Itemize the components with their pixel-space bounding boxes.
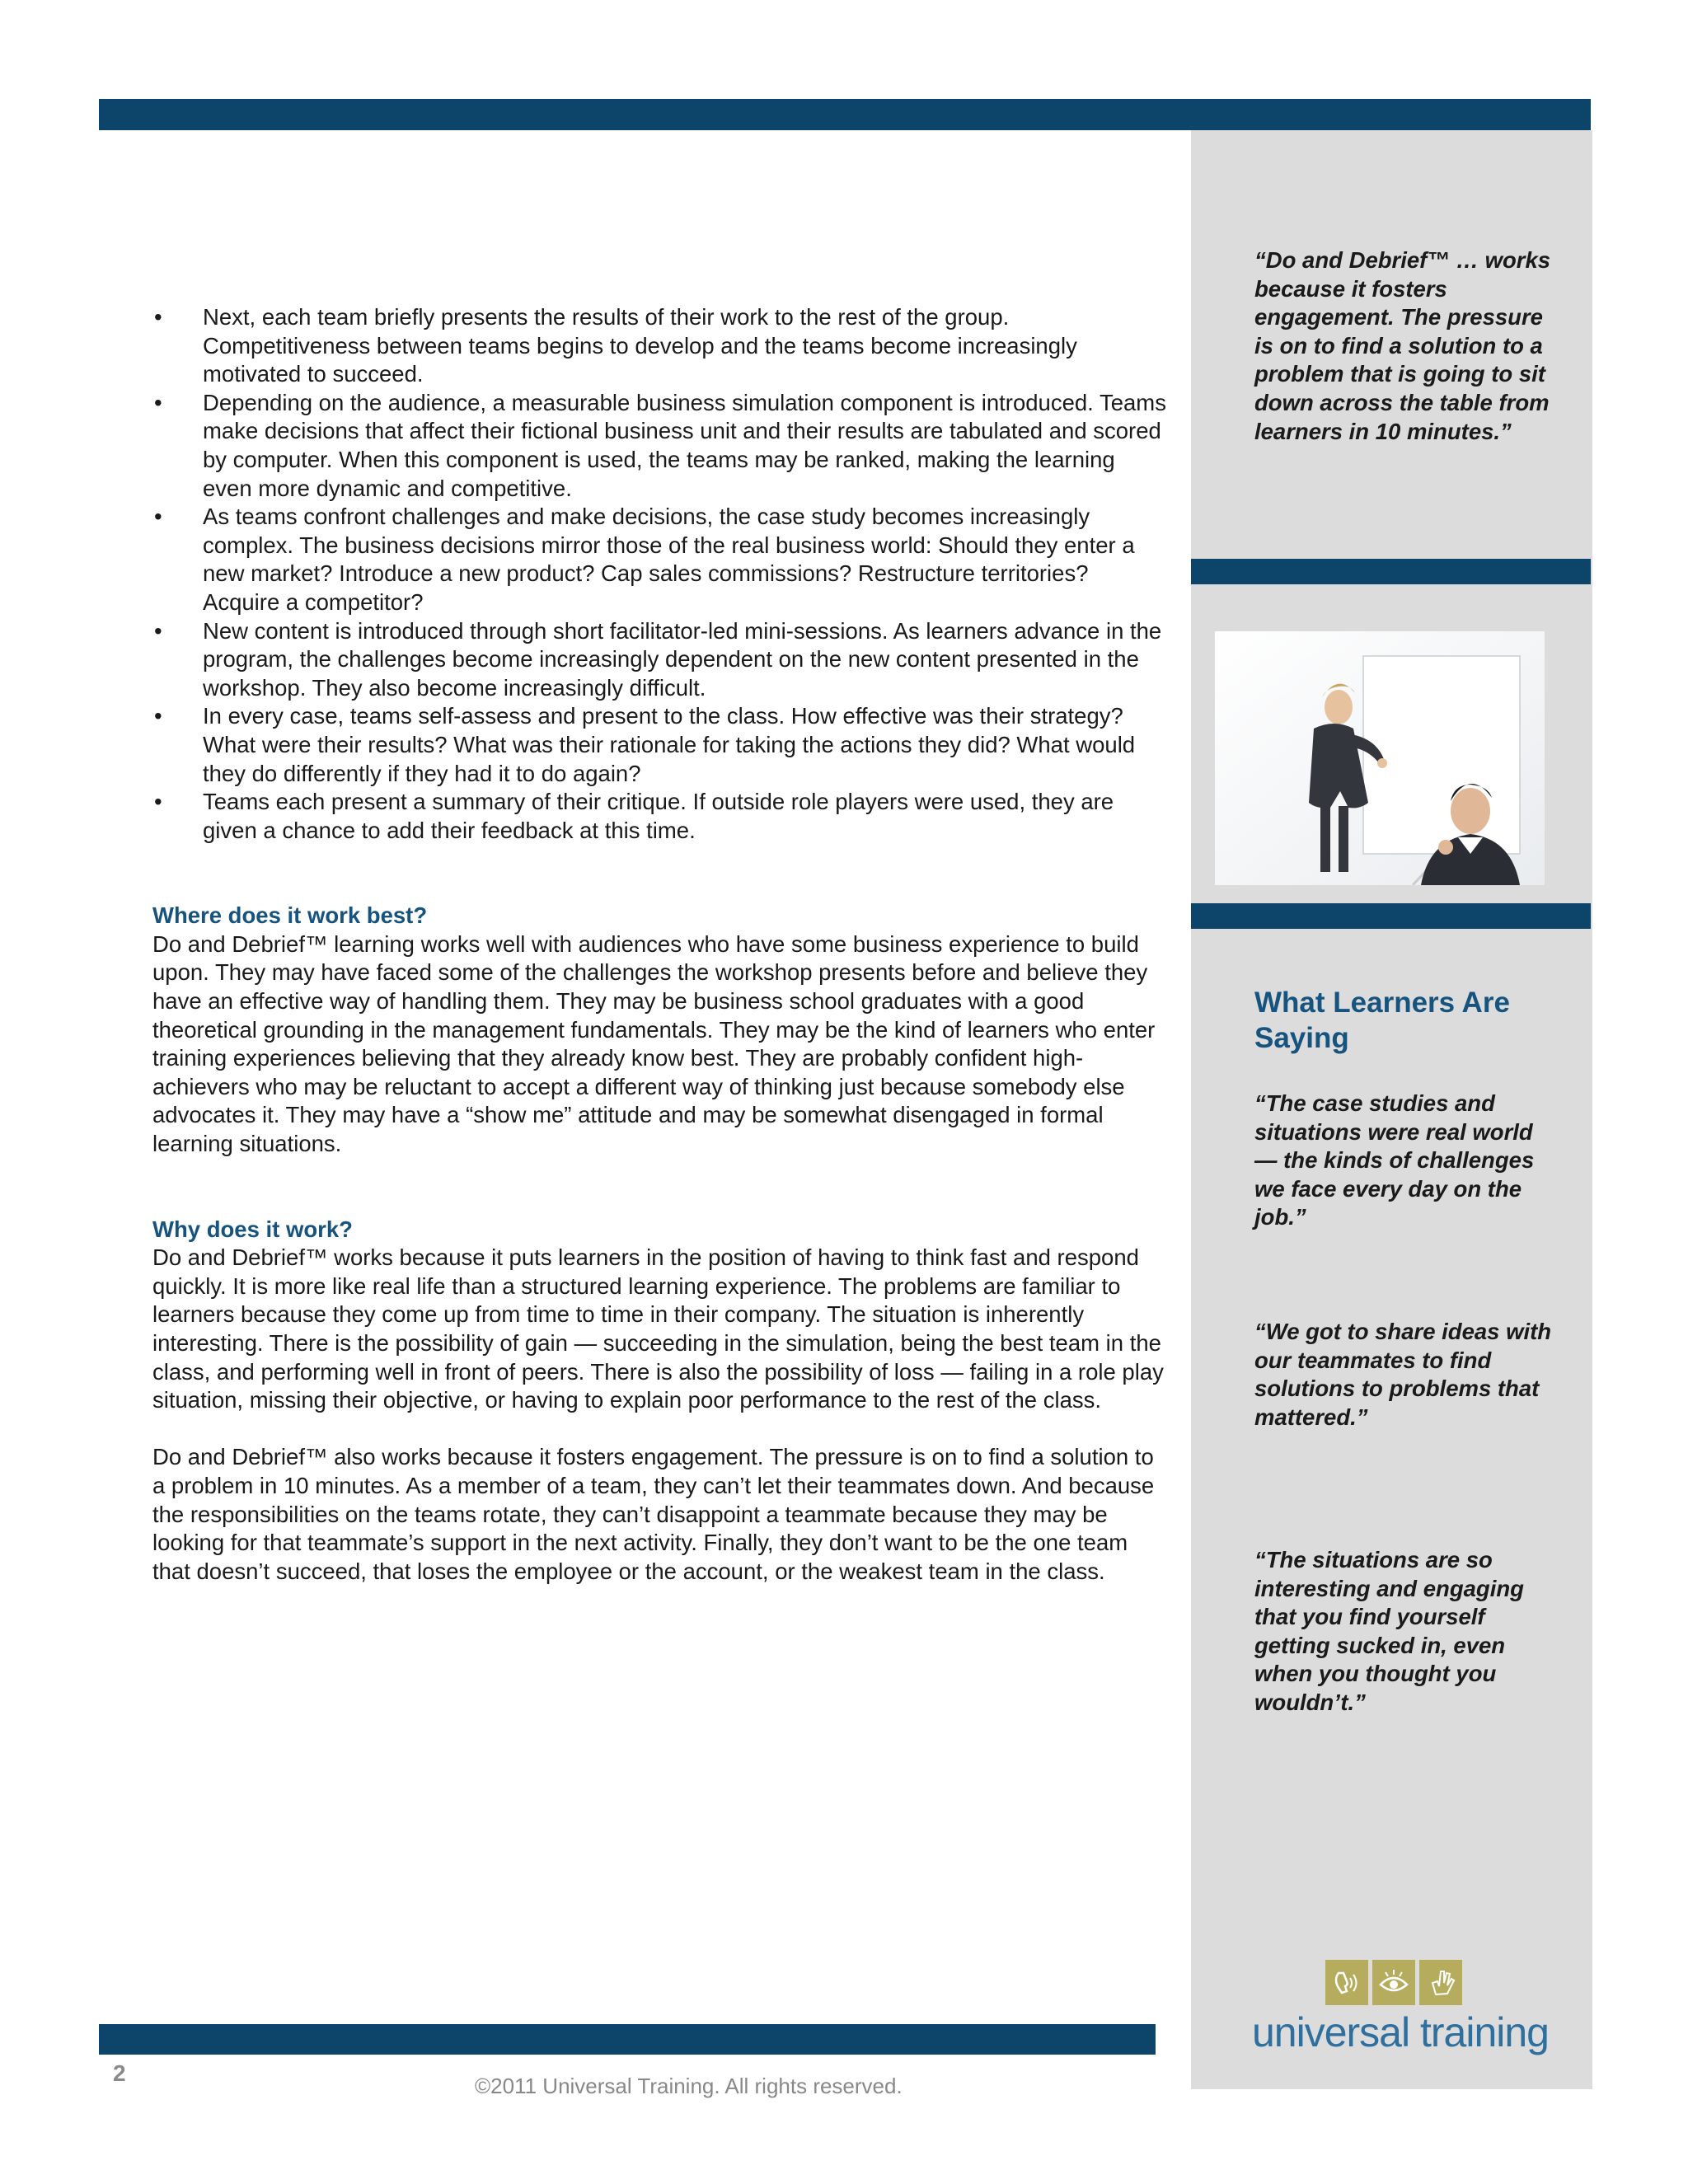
testimonial-1: “The case studies and situations were real world — the kinds of challenges we face every day on the job.” bbox=[1254, 1090, 1535, 1230]
logo-wordmark: universal training bbox=[1252, 2009, 1549, 2055]
bullet-icon: • bbox=[154, 504, 162, 530]
eye-icon bbox=[1372, 1960, 1415, 2005]
sidebar-divider-top bbox=[1191, 559, 1591, 584]
where-paragraph: Do and Debrief™ learning works well with audiences who have some business experience to build upon. They may have faced some of the challenges the workshop presents before and believe they have an effective way of handling them. They may be business school graduates with a good theoretical grounding in the management fundamentals. They may be the kind of learners who enter training experiences believing that they already know best. They are probably confident high-achievers who may be reluctant to accept a different way of thinking just because somebody else advocates it. They may have a “show me” attitude and may be somewhat disengaged in formal learning situations. bbox=[152, 930, 1156, 1157]
testimonial-3: “The situations are so interesting and engaging that you find yourself getting sucked in, even when you thought you wouldn’t.” bbox=[1254, 1547, 1524, 1715]
why-heading: Why does it work? bbox=[152, 1216, 353, 1242]
engagement-paragraph: Do and Debrief™ also works because it fosters engagement. The pressure is on to find a solution to a problem in 10 minutes. As a member of a team, they can’t let their teammates down. And because the responsibilities on the teams rotate, they can’t disappoint a teammate because they may be looking for that teammate’s support in the next activity. Finally, they don’t want to be the one team that doesn’t succeed, that loses the employee or the account, or the weakest team in the class. bbox=[152, 1444, 1155, 1584]
universal-training-logo bbox=[1248, 1960, 1553, 2059]
list-item: • As teams confront challenges and make decisions, the case study becomes increasingly complex. The business decisions mirror those of the real business world: Should they enter a new market? Introduce a new product? Cap sales commissions? Restructure territories? Acquire a competitor? bbox=[154, 504, 1135, 615]
list-item: • Next, each team briefly presents the results of their work to the rest of the group. Competitiveness between teams begins to develop and the teams become increasingly motivated to succeed. bbox=[154, 304, 1077, 387]
hand-icon bbox=[1419, 1960, 1462, 2005]
where-heading: Where does it work best? bbox=[152, 902, 428, 929]
list-item: • In every case, teams self-assess and present to the class. How effective was their strategy? What were their results? What was their rationale for taking the actions they did? What would they do differently if they had it to do again? bbox=[154, 703, 1136, 786]
bullet-icon: • bbox=[154, 789, 162, 815]
presenter-illustration-icon bbox=[1215, 631, 1545, 885]
speaking-head-icon bbox=[1325, 1960, 1368, 2005]
pull-quote: “Do and Debrief™ … works because it fosters engagement. The pressure is on to find a solution to a problem that is going to sit down across the table from learners in 10 minutes.” bbox=[1254, 247, 1551, 444]
list-item: • Teams each present a summary of their critique. If outside role players were used, they are given a chance to add their feedback at this time. bbox=[154, 789, 1114, 843]
bullet-icon: • bbox=[154, 617, 162, 644]
list-item: • Depending on the audience, a measurable business simulation component is introduced. Teams make decisions that affect their fictional business unit and their results are tabulated and scored by computer. When this component is used, the teams may be ranked, making the learning even more dynamic and competitive. bbox=[154, 389, 1166, 501]
footer-bar bbox=[99, 2024, 1156, 2055]
sidebar-divider-bottom bbox=[1191, 903, 1591, 929]
testimonial-2: “We got to share ideas with our teammates to find solutions to problems that mattered.” bbox=[1254, 1319, 1552, 1430]
list-item: • New content is introduced through short facilitator-led mini-sessions. As learners advance in the program, the challenges become increasingly dependent on the new content presented in the workshop. They also become increasingly difficult. bbox=[154, 617, 1162, 701]
why-paragraph: Do and Debrief™ works because it puts learners in the position of having to think fast and respond quickly. It is more like real life than a structured learning experience. The problems are familiar to learners because they come up from time to time in their company. The situation is inherently interesting. There is the possibility of gain — succeeding in the simulation, being the best team in the class, and performing well in front of peers. There is also the possibility of loss — failing in a role play situation, missing their objective, or having to explain poor performance to the rest of the class. bbox=[152, 1244, 1164, 1413]
training-photo bbox=[1215, 631, 1545, 885]
bullet-icon: • bbox=[154, 389, 162, 415]
copyright-notice: ©2011 Universal Training. All rights reserved. bbox=[475, 2074, 903, 2098]
sidebar-heading: What Learners Are Saying bbox=[1254, 987, 1510, 1054]
process-bullet-list bbox=[152, 303, 1166, 845]
bullet-icon: • bbox=[154, 703, 162, 729]
page-number: 2 bbox=[113, 2060, 126, 2086]
header-bar bbox=[99, 99, 1591, 130]
bullet-icon: • bbox=[154, 304, 162, 330]
main-content bbox=[152, 303, 1166, 1586]
